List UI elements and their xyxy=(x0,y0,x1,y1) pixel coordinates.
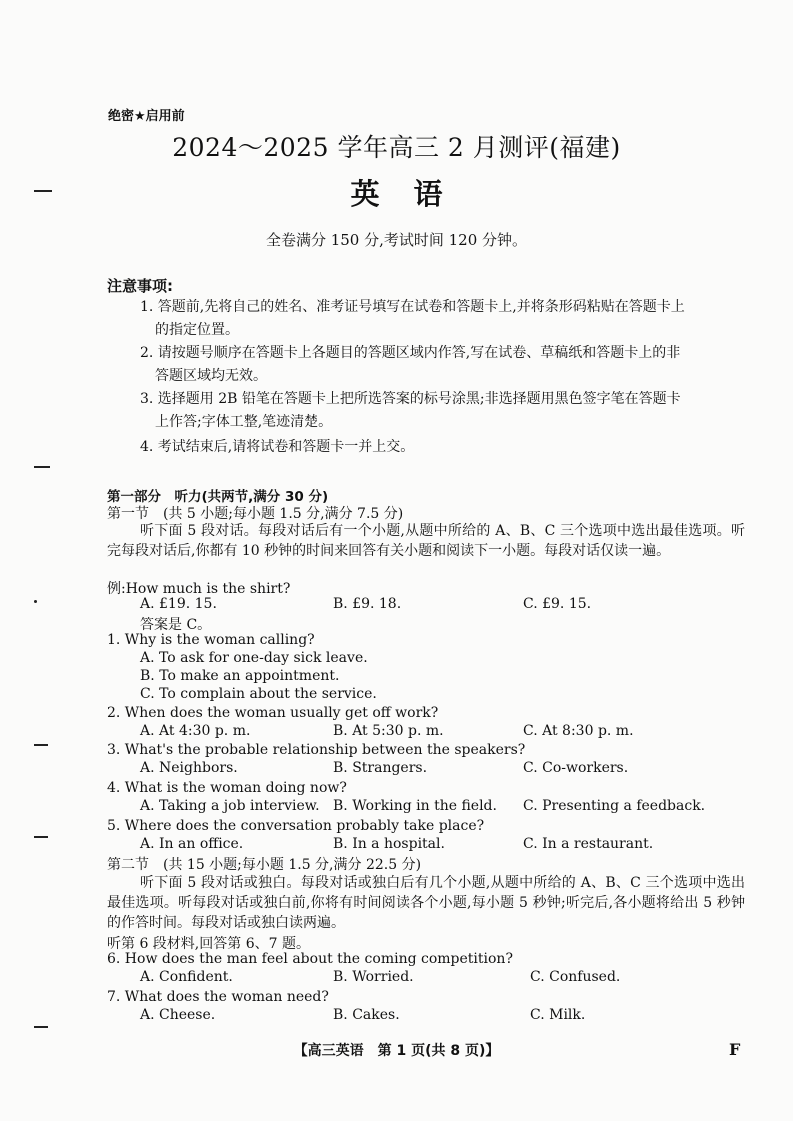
q2-option-c: C. At 8:30 p. m. xyxy=(523,723,634,739)
section1-instructions: 听下面 5 段对话。每段对话后有一个小题,从题中所给的 A、B、C 三个选项中选出最佳选项。听完每段对话后,你都有 10 秒钟的时间来回答有关小题和阅读下一小题。每段对话仅读一遍。 xyxy=(107,523,745,559)
margin-mark xyxy=(34,466,50,468)
example-option-c: C. £9. 15. xyxy=(523,596,592,612)
q3-option-c: C. Co-workers. xyxy=(523,760,629,776)
subject-title: 英语 xyxy=(350,177,477,211)
q6-option-b: B. Worried. xyxy=(333,969,414,985)
notice-line: 的指定位置。 xyxy=(155,322,239,338)
example-answer: 答案是 C。 xyxy=(140,617,212,633)
question-3: 3. What's the probable relationship between the speakers? xyxy=(107,742,526,758)
q3-option-b: B. Strangers. xyxy=(333,760,428,776)
q7-option-c: C. Milk. xyxy=(530,1007,586,1023)
margin-mark xyxy=(34,1026,48,1028)
example-question: 例:How much is the shirt? xyxy=(107,581,291,597)
q4-option-b: B. Working in the field. xyxy=(333,798,497,814)
notice-heading: 注意事项: xyxy=(107,277,173,295)
notice-line: 4. 考试结束后,请将试卷和答题卡一并上交。 xyxy=(140,439,415,455)
section2-heading: 第二节 (共 15 小题;每小题 1.5 分,满分 22.5 分) xyxy=(107,857,422,873)
margin-dot xyxy=(34,600,37,603)
notice-line: 3. 选择题用 2B 铅笔在答题卡上把所选答案的标号涂黑;非选择题用黑色签字笔在答题卡 xyxy=(140,391,681,407)
example-option-a: A. £19. 15. xyxy=(140,596,217,612)
q1-option-b: B. To make an appointment. xyxy=(140,668,340,684)
notice-item xyxy=(140,296,740,342)
q3-option-a: A. Neighbors. xyxy=(140,760,238,776)
notice-item xyxy=(140,388,740,434)
q1-option-a: A. To ask for one-day sick leave. xyxy=(140,650,368,666)
question-4: 4. What is the woman doing now? xyxy=(107,780,347,796)
part1-heading: 第一部分 听力(共两节,满分 30 分) xyxy=(107,489,329,505)
notice-line: 1. 答题前,先将自己的姓名、准考证号填写在试卷和答题卡上,并将条形码粘贴在答题卡上 xyxy=(140,299,685,315)
q4-option-c: C. Presenting a feedback. xyxy=(523,798,706,814)
q5-option-c: C. In a restaurant. xyxy=(523,836,654,852)
q2-option-b: B. At 5:30 p. m. xyxy=(333,723,444,739)
section1-heading: 第一节 (共 5 小题;每小题 1.5 分,满分 7.5 分) xyxy=(107,506,404,522)
q6-option-c: C. Confused. xyxy=(530,969,621,985)
notice-item xyxy=(140,342,740,388)
q4-option-a: A. Taking a job interview. xyxy=(140,798,320,814)
version-label: F xyxy=(729,1040,741,1059)
question-1: 1. Why is the woman calling? xyxy=(107,632,315,648)
question-7: 7. What does the woman need? xyxy=(107,989,329,1005)
exam-info: 全卷满分 150 分,考试时间 120 分钟。 xyxy=(265,231,528,249)
question-5: 5. Where does the conversation probably take place? xyxy=(107,818,485,834)
section2-instructions: 听下面 5 段对话或独白。每段对话或独白后有几个小题,从题中所给的 A、B、C 三个选项中选出最佳选项。听每段对话或独白前,你将有时间阅读各个小题,每小题 5 秒钟;听完后,各小题将给出 5 秒钟的作答时间。每段对话或独白读两遍。 xyxy=(107,875,745,931)
margin-mark xyxy=(34,836,48,838)
question-6: 6. How does the man feel about the coming competition? xyxy=(107,951,513,967)
margin-mark xyxy=(34,744,48,746)
q1-option-c: C. To complain about the service. xyxy=(140,686,377,702)
q6-option-a: A. Confident. xyxy=(140,969,233,985)
notice-item xyxy=(140,436,740,459)
confidential-label: 绝密★启用前 xyxy=(108,109,185,124)
q2-option-a: A. At 4:30 p. m. xyxy=(140,723,251,739)
exam-title: 2024～2025 学年高三 2 月测评(福建) xyxy=(172,133,621,162)
page-footer: 【高三英语 第 1 页(共 8 页)】 xyxy=(293,1043,500,1059)
example-option-b: B. £9. 18. xyxy=(333,596,402,612)
q5-option-b: B. In a hospital. xyxy=(333,836,445,852)
material-6-label: 听第 6 段材料,回答第 6、7 题。 xyxy=(107,936,310,952)
notice-line: 2. 请按题号顺序在答题卡上各题目的答题区域内作答,写在试卷、草稿纸和答题卡上的非 xyxy=(140,345,681,361)
question-2: 2. When does the woman usually get off work? xyxy=(107,705,439,721)
notice-line: 答题区域均无效。 xyxy=(155,368,267,384)
q5-option-a: A. In an office. xyxy=(140,836,244,852)
notice-line: 上作答;字体工整,笔迹清楚。 xyxy=(155,414,333,430)
q7-option-a: A. Cheese. xyxy=(140,1007,216,1023)
q7-option-b: B. Cakes. xyxy=(333,1007,400,1023)
